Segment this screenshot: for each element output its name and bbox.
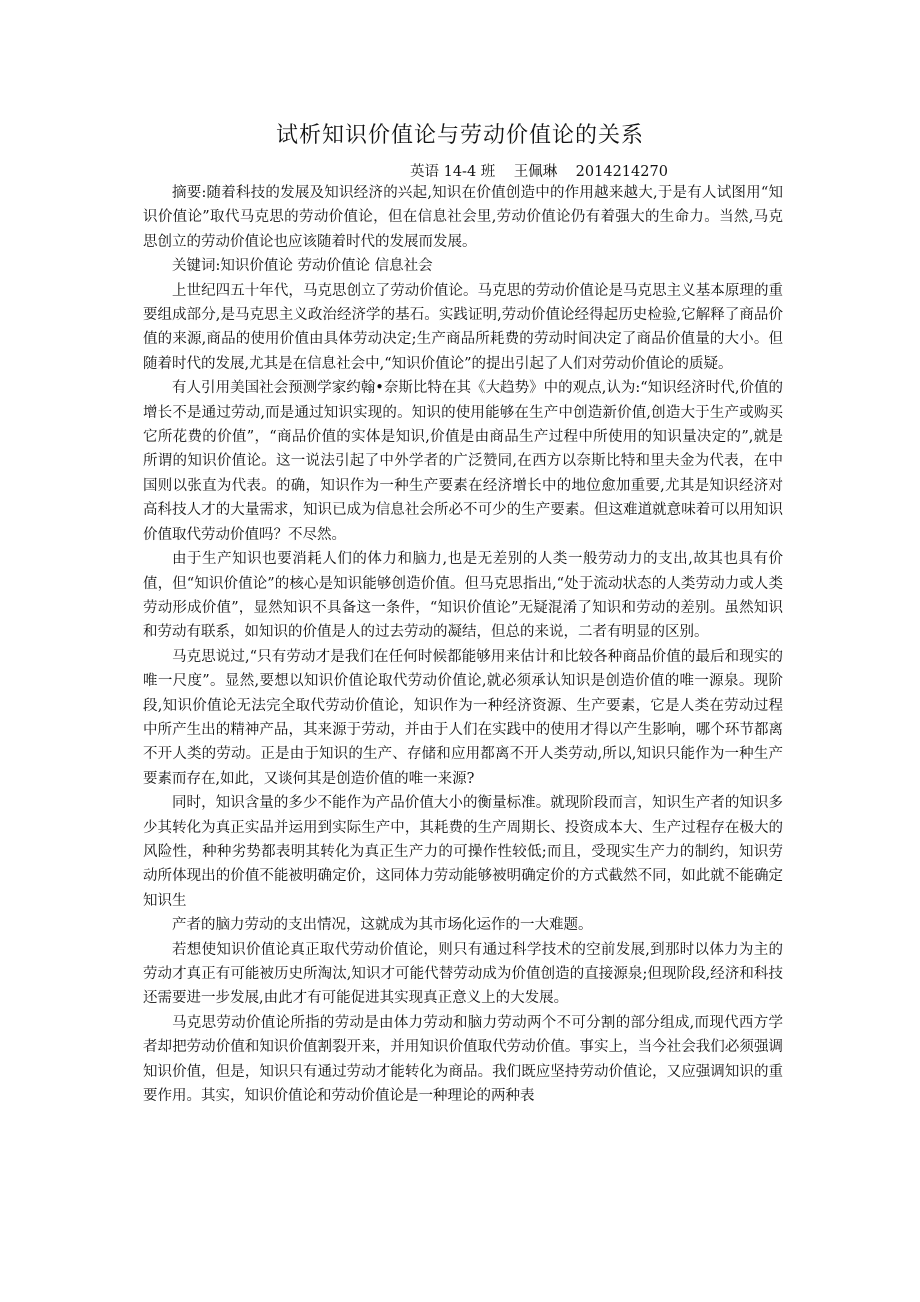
body-paragraph: 由于生产知识也要消耗人们的体力和脑力,也是无差别的人类一般劳动力的支出,故其也具有价值，但“知识价值论”的核心是知识能够创造价值。但马克思指出,“处于流动状态的人类劳动力或人类劳动形成价值”，显然知识不具备这一条件，“知识价值论”无疑混淆了知识和劳动的差别。虽然知识和劳动有联系，如知识的价值是人的过去劳动的凝结，但总的来说，二者有明显的区别。	[143, 551, 783, 641]
body-paragraph: 产者的脑力劳动的支出情况，这就成为其市场化运作的一大难题。	[172, 917, 593, 934]
body-paragraph: 同时，知识含量的多少不能作为产品价值大小的衡量标准。就现阶段而言，知识生产者的知识多少其转化为真正实品并运用到实际生产中，其耗费的生产周期长、投资成本大、生产过程存在极大的风险性，种种劣势都表明其转化为真正生产力的可操作性较低;而且，受现实生产力的制约，知识劳动所体现出的价值不能被明确定价，这同体力劳动能够被明确定价的方式截然不同，如此就不能确定知识生	[143, 795, 783, 909]
document-body	[143, 181, 783, 1108]
body-paragraph: 马克思劳动价值论所指的劳动是由体力劳动和脑力劳动两个不可分割的部分组成,而现代西方学者却把劳动价值和知识价值割裂开来，并用知识价值取代劳动价值。事实上，当今社会我们必须强调知识价值，但是，知识只有通过劳动才能转化为商品。我们既应坚持劳动价值论，又应强调知识的重要作用。其实，知识价值论和劳动价值论是一种理论的两种表	[143, 1014, 783, 1105]
document-title: 试析知识价值论与劳动价值论的关系	[275, 123, 644, 148]
abstract-paragraph: 摘要:随着科技的发展及知识经济的兴起,知识在价值创造中的作用越来越大,于是有人试图用“知识价值论”取代马克思的劳动价值论，但在信息社会里,劳动价值论仍有着强大的生命力。当然,马克思创立的劳动价值论也应该随着时代的发展而发展。	[143, 185, 783, 250]
body-paragraph: 上世纪四五十年代，马克思创立了劳动价值论。马克思的劳动价值论是马克思主义基本原理的重要组成部分,是马克思主义政治经济学的基石。实践证明,劳动价值论经得起历史检验,它解释了商品价值的来源,商品的使用价值由具体劳动决定;生产商品所耗费的劳动时间决定了商品价值量的大小。但随着时代的发展,尤其是在信息社会中,“知识价值论”的提出引起了人们对劳动价值论的质疑。	[143, 282, 783, 372]
body-paragraph: 马克思说过,“只有劳动才是我们在任何时候都能够用来估计和比较各种商品价值的最后和现实的唯一尺度”。显然,要想以知识价值论取代劳动价值论,就必须承认知识是创造价值的唯一源泉。现阶段,知识价值论无法完全取代劳动价值论，知识作为一种经济资源、生产要素，它是人类在劳动过程中所产生出的精神产品，其来源于劳动，并由于人们在实践中的使用才得以产生影响，哪个环节都离不开人类的劳动。正是由于知识的生产、存储和应用都离不开人类劳动,所以,知识只能作为一种生产要素而存在,如此，又谈何其是创造价值的唯一来源?	[143, 648, 783, 787]
body-paragraph: 若想使知识价值论真正取代劳动价值论，则只有通过科学技术的空前发展,到那时以体力为主的劳动才真正有可能被历史所淘汰,知识才可能代替劳动成为价值创造的直接源泉;但现阶段,经济和科技还需要进一步发展,由此才有可能促进其实现真正意义上的大发展。	[143, 941, 783, 1007]
keywords-paragraph: 关键词:知识价值论 劳动价值论 信息社会	[172, 258, 433, 275]
author-line: 英语 14-4 班 王佩琳 2014214270	[410, 164, 668, 180]
body-paragraph: 有人引用美国社会预测学家约翰•奈斯比特在其《大趋势》中的观点,认为:“知识经济时代,价值的增长不是通过劳动,而是通过知识实现的。知识的使用能够在生产中创造新价值,创造大于生产或购买它所花费的价值”，“商品价值的实体是知识,价值是由商品生产过程中所使用的知识量决定的”,就是所谓的知识价值论。这一说法引起了中外学者的广泛赞同,在西方以奈斯比特和里夫金为代表，在中国则以张直为代表。的确，知识作为一种生产要素在经济增长中的地位愈加重要,尤其是知识经济对高科技人才的大量需求，知识已成为信息社会所必不可少的生产要素。但这难道就意味着可以用知识价值取代劳动价值吗？不尽然。	[143, 380, 783, 543]
